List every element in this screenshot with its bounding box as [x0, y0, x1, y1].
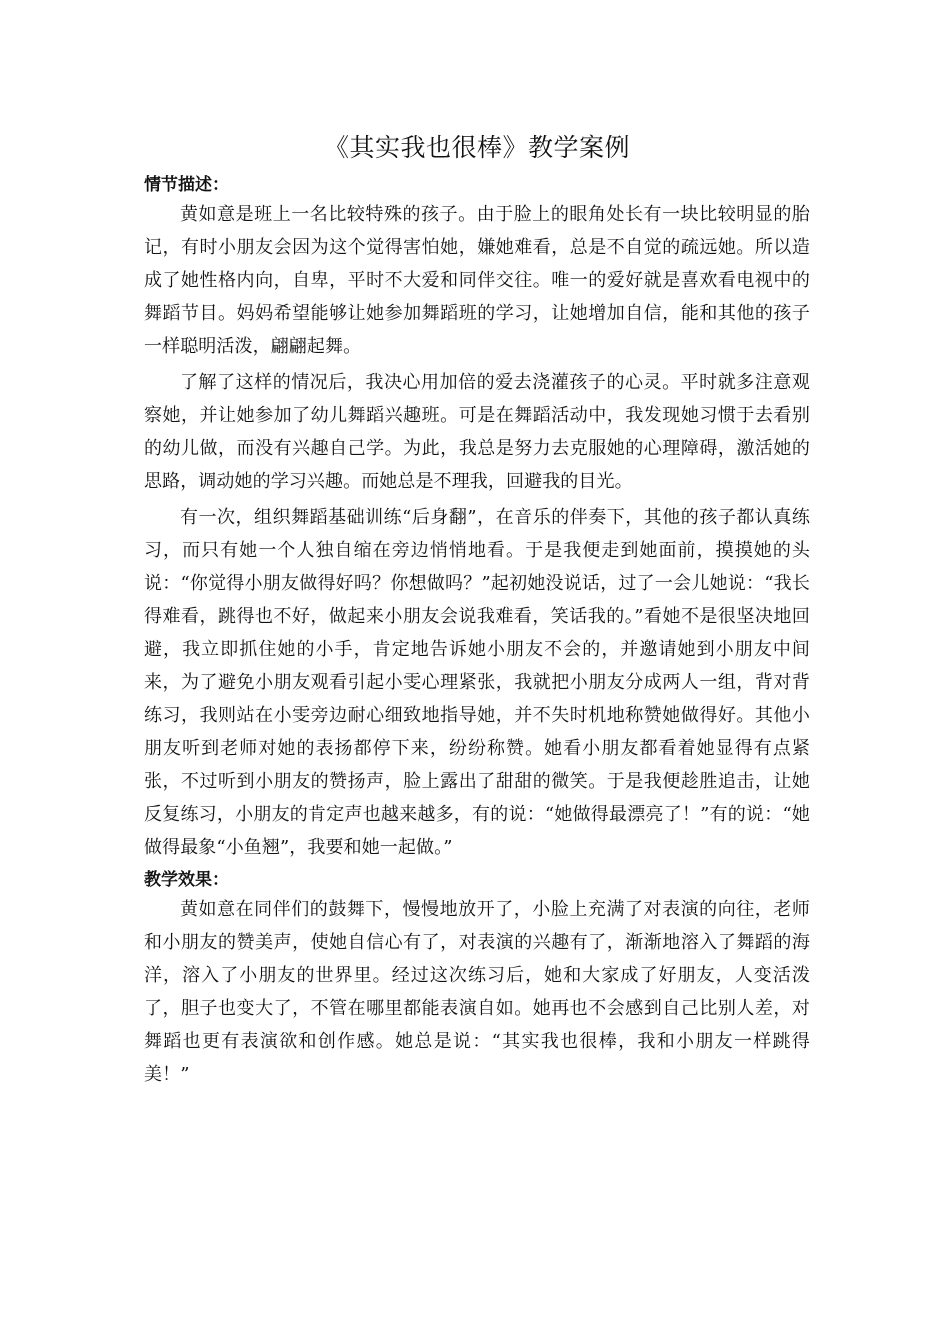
document-title: 《其实我也很棒》教学案例	[323, 133, 630, 162]
section-heading: 情节描述：	[144, 175, 229, 195]
section-plot-description	[144, 172, 810, 864]
section-heading: 教学效果：	[144, 870, 229, 890]
section-teaching-effect	[144, 867, 810, 1091]
paragraph: 了解了这样的情况后，我决心用加倍的爱去浇灌孩子的心灵。平时就多注意观察她，并让她参加了幼儿舞蹈兴趣班。可是在舞蹈活动中，我发现她习惯于去看别的幼儿做，而没有兴趣自己学。为此，我总是努力去克服她的心理障碍，激活她的思路，调动她的学习兴趣。而她总是不理我，回避我的目光。	[144, 372, 810, 492]
paragraph: 黄如意是班上一名比较特殊的孩子。由于脸上的眼角处长有一块比较明显的胎记，有时小朋友会因为这个觉得害怕她，嫌她难看，总是不自觉的疏远她。所以造成了她性格内向，自卑，平时不大爱和同伴交往。唯一的爱好就是喜欢看电视中的舞蹈节目。妈妈希望能够让她参加舞蹈班的学习，让她增加自信，能和其他的孩子一样聪明活泼，翩翩起舞。	[144, 204, 810, 357]
paragraph: 有一次，组织舞蹈基础训练“后身翻”，在音乐的伴奏下，其他的孩子都认真练习，而只有她一个人独自缩在旁边悄悄地看。于是我便走到她面前，摸摸她的头说：“你觉得小朋友做得好吗？你想做吗？”起初她没说话，过了一会儿她说：“我长得难看，跳得也不好，做起来小朋友会说我难看，笑话我的。”看她不是很坚决地回避，我立即抓住她的小手，肯定地告诉她小朋友不会的，并邀请她到小朋友中间来，为了避免小朋友观看引起小雯心理紧张，我就把小朋友分成两人一组，背对背练习，我则站在小雯旁边耐心细致地指导她，并不失时机地称赞她做得好。其他小朋友听到老师对她的表扬都停下来，纷纷称赞。她看小朋友都看着她显得有点紧张，不过听到小朋友的赞扬声，脸上露出了甜甜的微笑。于是我便趁胜追击，让她反复练习，小朋友的肯定声也越来越多，有的说：“她做得最漂亮了！”有的说：“她做得最象“小鱼翘”，我要和她一起做。”	[144, 507, 810, 858]
paragraph: 黄如意在同伴们的鼓舞下，慢慢地放开了，小脸上充满了对表演的向往，老师和小朋友的赞美声，使她自信心有了，对表演的兴趣有了，渐渐地溶入了舞蹈的海洋，溶入了小朋友的世界里。经过这次练习后，她和大家成了好朋友，人变活泼了，胆子也变大了，不管在哪里都能表演自如。她再也不会感到自己比别人差，对舞蹈也更有表演欲和创作感。她总是说：“其实我也很棒，我和小朋友一样跳得美！”	[144, 899, 810, 1085]
